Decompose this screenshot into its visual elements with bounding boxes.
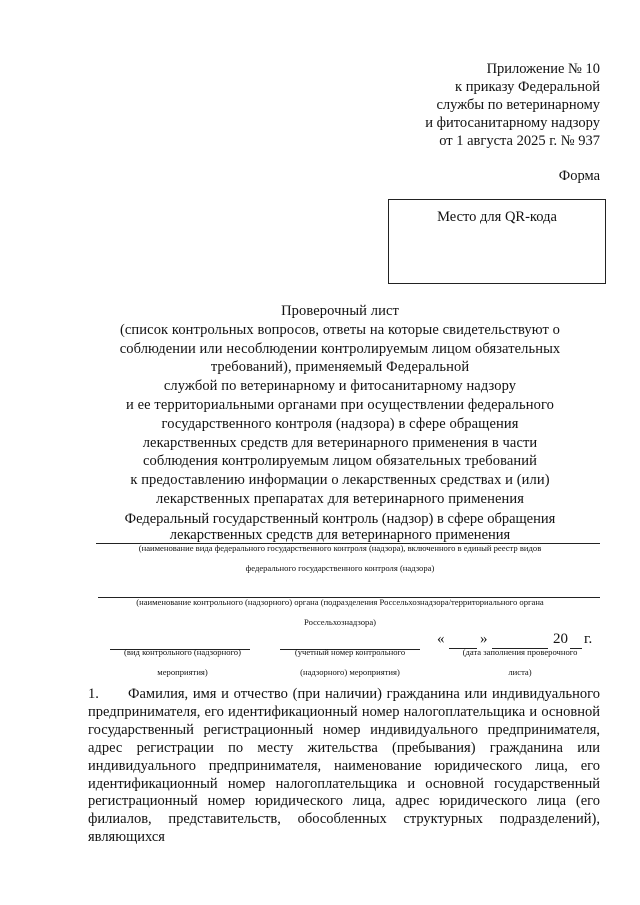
appendix-line: службы по ветеринарному	[436, 97, 600, 113]
item-number: 1.	[88, 686, 99, 702]
caption-line: листа)	[508, 667, 532, 677]
reg-number-caption	[270, 642, 430, 682]
title-line: и ее территориальными органами при осуществлении федерального	[126, 396, 554, 413]
form-label: Форма	[558, 168, 600, 184]
caption-line: (учетный номер контрольного	[294, 647, 406, 657]
title-line: Проверочный лист	[281, 303, 399, 319]
caption-line: мероприятия)	[157, 667, 208, 677]
control-type-caption	[80, 538, 600, 578]
event-type-caption	[100, 642, 265, 682]
document-title	[80, 302, 600, 509]
date-year-suffix: г.	[584, 631, 593, 647]
title-line: лекарственных средств для ветеринарного применения в части	[142, 434, 538, 451]
caption-line: (дата заполнения проверочного	[462, 647, 578, 657]
title-line: к предоставлению информации о лекарственных средствах и (или)	[130, 472, 550, 489]
organ-caption	[80, 592, 600, 632]
date-caption	[440, 642, 600, 682]
control-type-line: Федеральный государственный контроль (надзор) в сфере обращения	[124, 511, 556, 527]
caption-line: (надзорного) мероприятия)	[300, 667, 400, 677]
title-line: требований), применяемый Федеральной	[210, 359, 470, 376]
caption-line: (вид контрольного (надзорного)	[124, 647, 241, 657]
control-type-line: лекарственных средств для ветеринарного применения	[169, 527, 511, 543]
date-year-prefix: 20	[553, 631, 568, 647]
appendix-block	[425, 60, 600, 150]
title-line: соблюдении или несоблюдении контролируемым лицом обязательных	[119, 340, 561, 357]
qr-code-placeholder	[388, 199, 606, 284]
caption-line: (наименование контрольного (надзорного) органа (подразделения Россельхознадзора/территориального органа	[136, 597, 544, 607]
title-line: государственного контроля (надзора) в сфере обращения	[161, 415, 519, 432]
caption-line: федерального государственного контроля (надзора)	[245, 563, 435, 573]
appendix-line: к приказу Федеральной	[455, 79, 600, 95]
title-line: (список контрольных вопросов, ответы на которые свидетельствуют о	[119, 321, 561, 338]
appendix-line: Приложение № 10	[486, 61, 600, 77]
qr-code-label: Место для QR-кода	[437, 209, 557, 225]
appendix-line: и фитосанитарному надзору	[425, 115, 600, 131]
item-text: Фамилия, имя и отчество (при наличии) гражданина или индивидуального предпринимателя, его идентификационный номер налогоплательщика и основной государственный регистрационный номер индивидуального предпринимателя, адрес регистрации по месту жительства (пребывания) гражданина или индивидуального предпринимателя, наименование юридического лица, его идентификационный номер налогоплательщика и основной государственный регистрационный номер юридического лица, адрес юридического лица (его филиалов, представительств, обособленных структурных подразделений), являющихся	[88, 686, 600, 846]
date-open-quote: «	[437, 631, 445, 647]
caption-line: Россельхознадзора)	[304, 617, 376, 627]
title-line: соблюдения контролируемым лицом обязательных требований	[142, 453, 538, 470]
title-line: службой по ветеринарному и фитосанитарному надзору	[163, 378, 517, 395]
caption-line: (наименование вида федерального государственного контроля (надзора), включенного в единый реестр видов	[138, 543, 542, 553]
appendix-line: от 1 августа 2025 г. № 937	[439, 133, 600, 149]
date-close-quote: »	[480, 631, 488, 647]
title-line: лекарственных препаратах для ветеринарного применения	[156, 490, 524, 507]
